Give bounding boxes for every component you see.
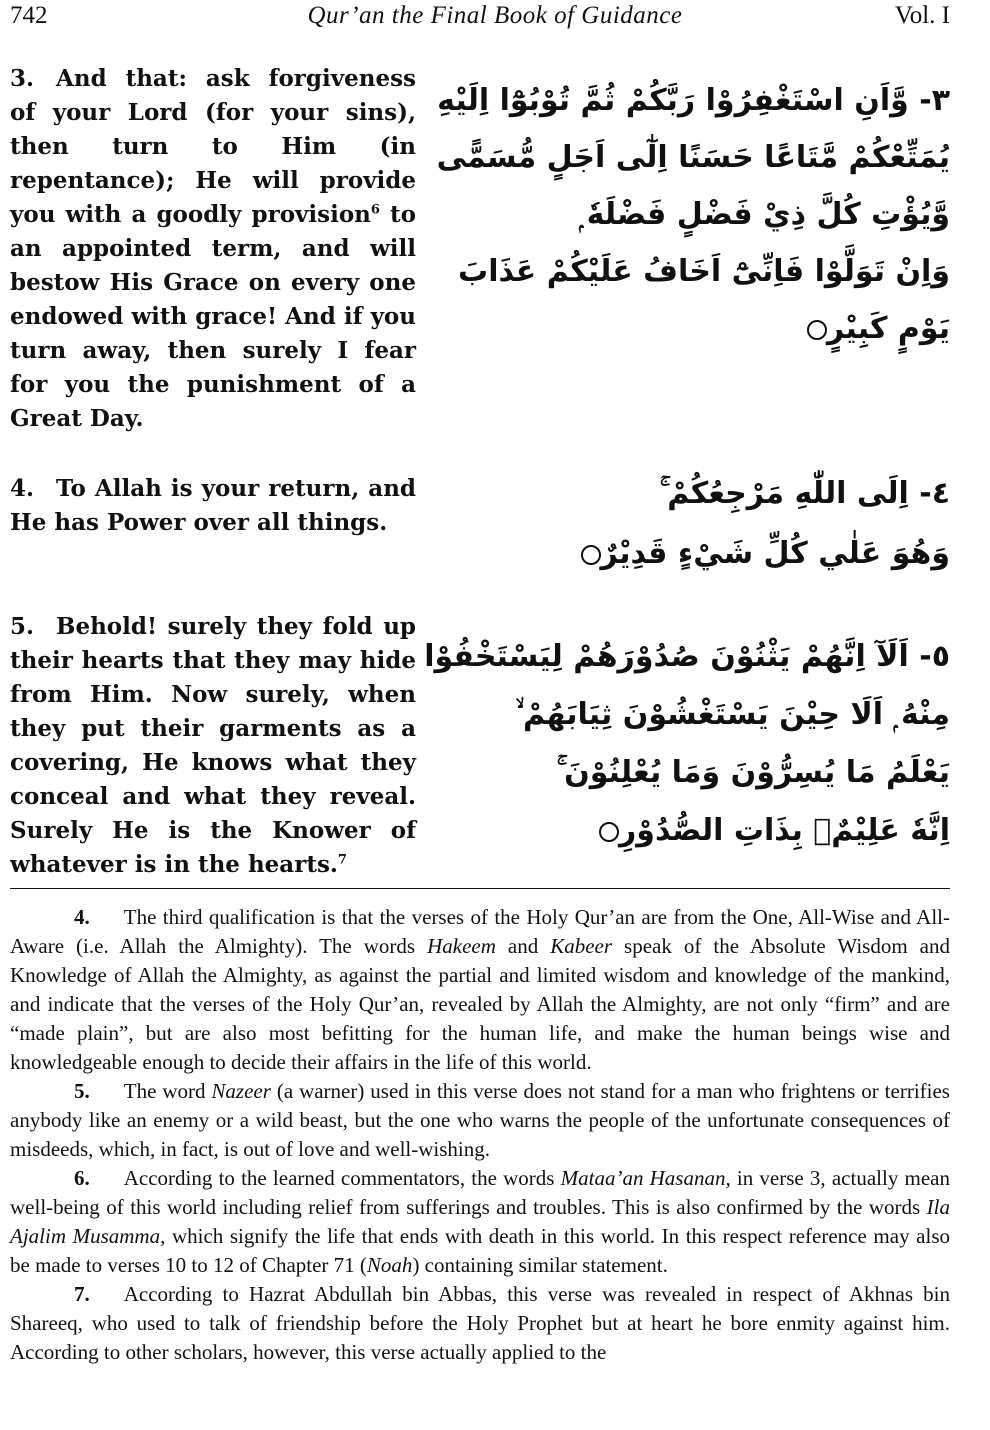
footnote-term: Noah xyxy=(366,1253,413,1277)
arabic-line: ٣- وَّاَنِ اسْتَغْفِرُوْا رَبَّكُمْ ثُمَّ تُوْبُوْٓا اِلَيْهِ xyxy=(437,83,950,118)
footnote-number: 6. xyxy=(74,1166,90,1190)
arabic-line: يُمَتِّعْكُمْ مَّتَاعًا حَسَنًا اِلٰٓى اَجَلٍ مُّسَمًّى xyxy=(436,140,950,175)
volume-label: Vol. I xyxy=(894,2,950,29)
verse-5-translation xyxy=(10,610,416,882)
verse-3-translation xyxy=(10,62,416,436)
footnote-text: which signify the life that ends with death in this world. In this respect reference may also be made to verses 10 to 12 of Chapter 71 ( xyxy=(10,1224,950,1277)
arabic-line-last xyxy=(540,524,950,584)
footnote-number: 7. xyxy=(74,1282,90,1306)
footnote-number: 5. xyxy=(74,1079,90,1103)
verse-text: To Allah is your return, and He has Power over all things. xyxy=(10,475,416,536)
arabic-line: اِنَّهٗ عَلِيْمٌۢ بِذَاتِ الصُّدُوْرِ xyxy=(619,813,950,848)
arabic-line: يَعْلَمُ مَا يُسِرُّوْنَ وَمَا يُعْلِنُوْنَ ۚ xyxy=(556,755,950,790)
footnotes-section xyxy=(10,903,950,1367)
footnote-5 xyxy=(10,1077,950,1164)
footnote-term: Ila Ajalim Musamma, xyxy=(10,1195,950,1248)
verse-4-translation xyxy=(10,472,416,540)
arabic-line: ٤- اِلَى اللّٰهِ مَرْجِعُكُمْ ۚ xyxy=(659,476,950,511)
verse-text: Behold! surely they fold up their hearts that they may hide from Him. Now surely, when they put their garments as a covering, He knows what they conceal and what they reveal. Surely He is the Knower of whatever is in the hearts. xyxy=(10,613,416,878)
footnote-text: (a warner) used in this verse does not stand for a man who frightens or terrifies anybody like an enemy or a wild beast, but the one who warns the people of the unfortunate consequences of misdeeds, which, in fact, is out of love and well-wishing. xyxy=(10,1079,950,1161)
footnote-text: in verse 3, actually mean well-being of this world including relief from sufferings and troubles. This is also confirmed by the words xyxy=(10,1166,950,1219)
footnote-term: Kabeer xyxy=(550,934,613,958)
verse-3-arabic xyxy=(436,72,950,357)
verse-text: to an appointed term, and will bestow His Grace on every one endowed with grace! And if you turn away, then surely I fear for you the punishment of a Great Day. xyxy=(10,201,416,432)
footnote-term: Nazeer xyxy=(211,1079,271,1103)
verse-4-arabic xyxy=(540,464,950,584)
footnote-text: speak of the Absolute Wisdom and Knowledge of Allah the Almighty, as against the partial and limited wisdom and knowledge of the mankind, and indicate that the verses of the Holy Qur’an, revealed by Allah the Almighty, are not only “firm” and are “made plain”, but are also most befitting for the human life, and make the human beings wise and knowledgeable enough to decide their affairs in the life of this world. xyxy=(10,934,950,1074)
verse-end-icon xyxy=(807,320,827,340)
arabic-line: وَهُوَ عَلٰي كُلِّ شَيْءٍ قَدِيْرٌ xyxy=(600,536,950,571)
arabic-line: يَوْمٍ كَبِيْرٍ xyxy=(826,311,950,346)
verse-end-icon xyxy=(599,822,619,842)
page-header xyxy=(0,0,960,40)
verse-text: And that: ask forgiveness of your Lord (for your sins), then turn to Him (in repentance); He will provide you with a goodly provision xyxy=(10,65,416,228)
footnote-ref: 6 xyxy=(370,202,380,218)
verse-number: 3. xyxy=(10,65,35,92)
arabic-line: مِنْهُ ۭ اَلَا حِيْنَ يَسْتَغْشُوْنَ ثِيَابَهُمْ ۙ xyxy=(515,697,950,732)
footnote-text: ) containing similar statement. xyxy=(412,1253,668,1277)
running-title: Qur’an the Final Book of Guidance xyxy=(307,2,683,29)
arabic-line-last xyxy=(540,802,950,860)
arabic-line: وَّيُؤْتِ كُلَّ ذِيْ فَضْلٍ فَضْلَهٗ ۭ xyxy=(579,197,950,232)
footnote-number: 4. xyxy=(74,905,90,929)
footnote-text: The third qualification is that the verses of the Holy Qur’an are from the One, All-Wise and All-Aware (i.e. Allah the Almighty). The words xyxy=(10,905,950,958)
verse-number: 4. xyxy=(10,475,35,502)
footnote-text: According to the learned commentators, the words xyxy=(123,1166,561,1190)
footnote-term: Mataa’an Hasanan, xyxy=(560,1166,731,1190)
arabic-line-last xyxy=(540,300,950,357)
verse-number: 5. xyxy=(10,613,35,640)
footnote-text: According to Hazrat Abdullah bin Abbas, this verse was revealed in respect of Akhnas bin Shareeq, who used to talk of friendship before the Holy Prophet but at heart he bore enmity against him. According to other scholars, however, this verse actually applied to the xyxy=(10,1282,950,1364)
verse-end-icon xyxy=(581,545,601,565)
page-number: 742 xyxy=(10,2,48,29)
footnote-text: The word xyxy=(123,1079,212,1103)
footnote-text: and xyxy=(495,934,551,958)
arabic-line: وَاِنْ تَوَلَّوْا فَاِنِّىْٓ اَخَافُ عَلَيْكُمْ عَذَابَ xyxy=(458,254,950,289)
footnote-6 xyxy=(10,1164,950,1280)
arabic-line: ٥- اَلَآ اِنَّهُمْ يَثْنُوْنَ صُدُوْرَهُمْ لِيَسْتَخْفُوْا xyxy=(424,639,950,674)
verse-5-arabic xyxy=(424,628,950,860)
footnote-4 xyxy=(10,903,950,1077)
footnote-7 xyxy=(10,1280,950,1367)
footnote-term: Hakeem xyxy=(427,934,496,958)
footnote-divider xyxy=(10,888,950,889)
footnote-ref: 7 xyxy=(337,852,347,868)
